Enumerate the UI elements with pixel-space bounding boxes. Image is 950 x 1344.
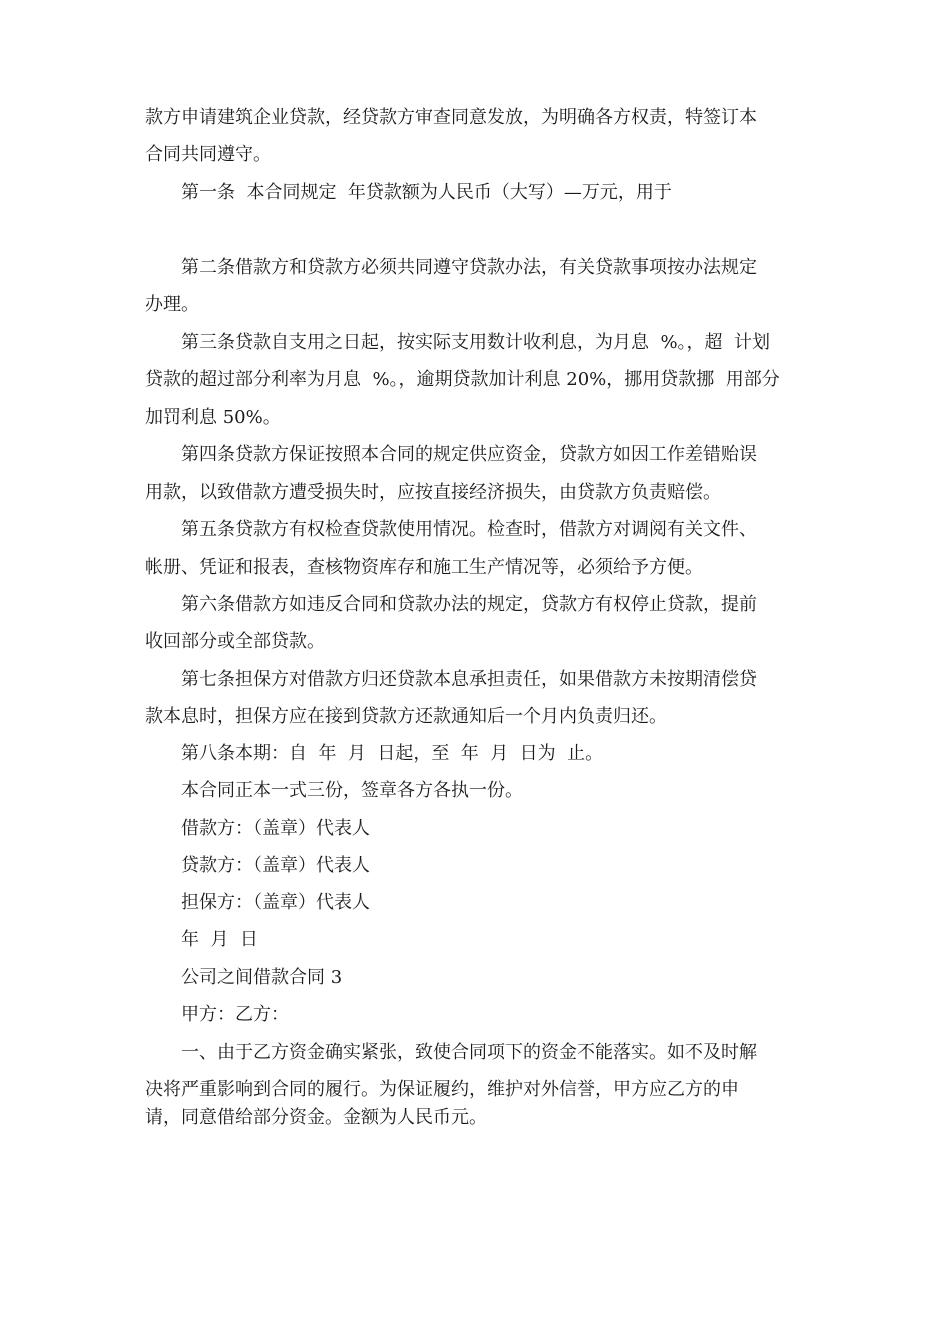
copies-note: 本合同正本一式三份，签章各方各执一份。 [181,780,523,801]
article-6: 第六条借款方如违反合同和贷款办法的规定，贷款方有权停止贷款，提前 [181,594,757,615]
article-5: 第五条贷款方有权检查贷款使用情况。检查时，借款方对调阅有关文件、 [181,519,757,540]
borrower-signature-line: 借款方：（盖章）代表人 [181,818,370,839]
article-1: 第一条 本合同规定 年贷款额为人民币（大写）—万元，用于 [181,182,672,203]
section-heading: 公司之间借款合同 3 [181,967,343,988]
article-4: 第四条贷款方保证按照本合同的规定供应资金，贷款方如因工作差错贻误 [181,444,757,465]
paragraph-line: 请，同意借给部分资金。金额为人民币元。 [145,1107,487,1128]
clause-1: 一、由于乙方资金确实紧张，致使合同项下的资金不能落实。如不及时解 [181,1042,757,1063]
paragraph-line: 款方申请建筑企业贷款，经贷款方审查同意发放，为明确各方权责，特签订本 [145,107,757,128]
guarantor-signature-line: 担保方：（盖章）代表人 [181,892,370,913]
paragraph-line: 款本息时，担保方应在接到贷款方还款通知后一个月内负责归还。 [145,706,667,727]
paragraph-line: 用款，以致借款方遭受损失时，应按直接经济损失，由贷款方负责赔偿。 [145,482,721,503]
article-3: 第三条贷款自支用之日起，按实际支用数计收利息，为月息 %。，超 计划 [181,332,770,353]
paragraph-line: 贷款的超过部分利率为月息 %。，逾期贷款加计利息 20%，挪用贷款挪 用部分 [145,369,780,390]
lender-signature-line: 贷款方：（盖章）代表人 [181,855,370,876]
article-7: 第七条担保方对借款方归还贷款本息承担责任，如果借款方未按期清偿贷 [181,669,757,690]
paragraph-line: 决将严重影响到合同的履行。为保证履约，维护对外信誉，甲方应乙方的申 [145,1079,739,1100]
paragraph-line: 帐册、凭证和报表，查核物资库存和施工生产情况等，必须给予方便。 [145,557,703,578]
paragraph-line: 办理。 [145,294,199,315]
paragraph-line: 收回部分或全部贷款。 [145,631,325,652]
parties-line: 甲方：乙方： [181,1004,289,1025]
article-2: 第二条借款方和贷款方必须共同遵守贷款办法，有关贷款事项按办法规定 [181,257,757,278]
paragraph-line: 加罚利息 50%。 [145,407,281,428]
paragraph-line: 合同共同遵守。 [145,144,271,165]
date-line: 年 月 日 [181,929,258,950]
article-8: 第八条本期：自 年 月 日起，至 年 月 日为 止。 [181,743,604,764]
